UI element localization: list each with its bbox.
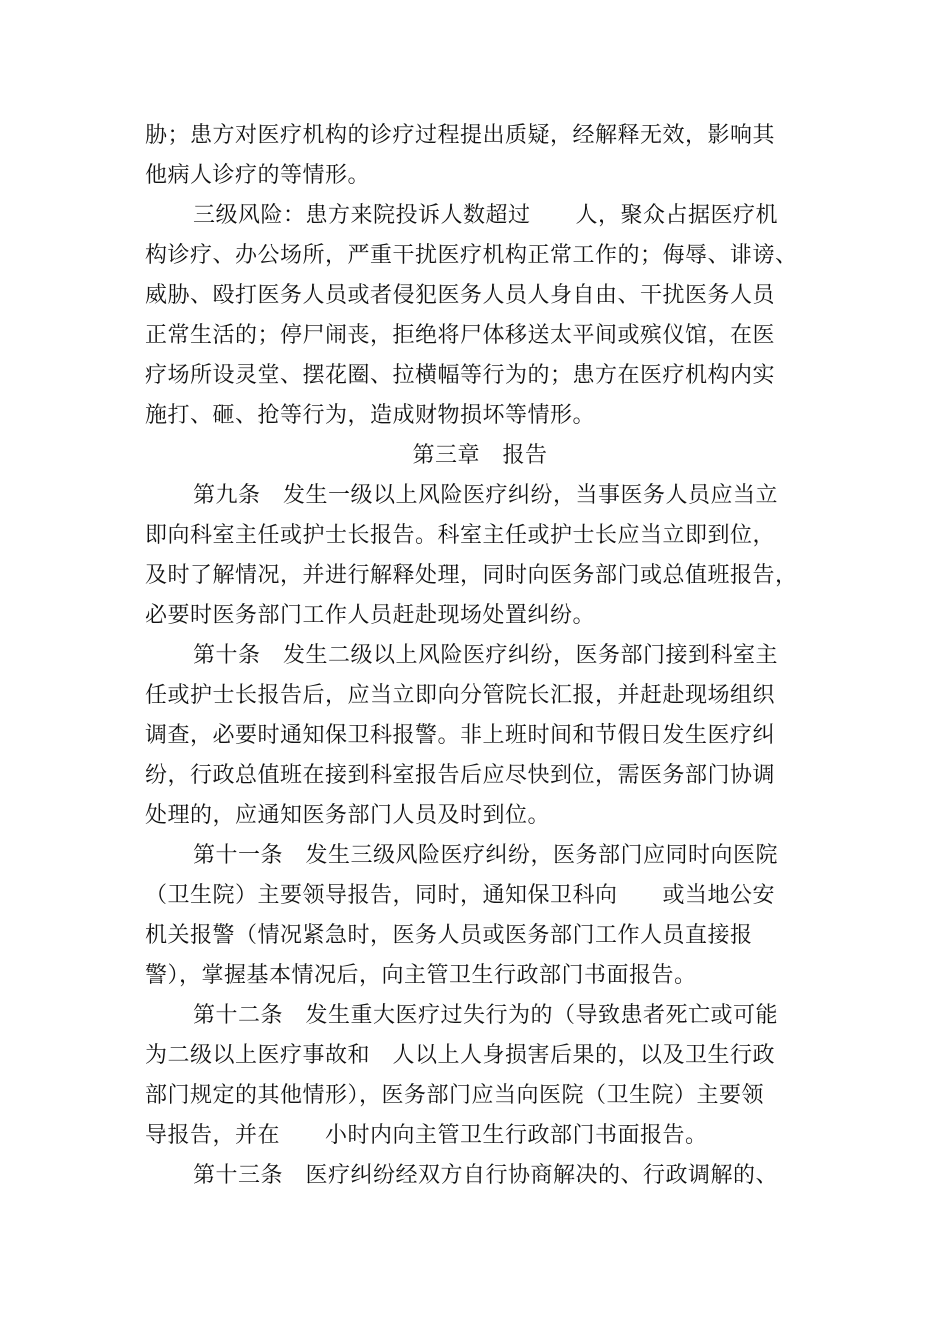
text-line: 胁；患方对医疗机构的诊疗过程提出质疑，经解释无效，影响其 <box>145 123 776 148</box>
text-line: 施打、砸、抢等行为，造成财物损坏等情形。 <box>145 403 596 428</box>
text-line: 疗场所设灵堂、摆花圈、拉横幅等行为的；患方在医疗机构内实 <box>145 363 776 388</box>
text-line: （卫生院）主要领导报告，同时，通知保卫科向 或当地公安 <box>145 883 776 908</box>
chapter-heading: 第三章 报告 <box>412 443 548 468</box>
text-line: 为二级以上医疗事故和 人以上人身损害后果的，以及卫生行政 <box>145 1043 776 1068</box>
text-line: 机关报警（情况紧急时，医务人员或医务部门工作人员直接报 <box>145 923 753 948</box>
text-line: 第十一条 发生三级风险医疗纠纷，医务部门应同时向医院 <box>193 843 779 868</box>
text-line: 警），掌握基本情况后，向主管卫生行政部门书面报告。 <box>145 963 697 988</box>
text-line: 纷，行政总值班在接到科室报告后应尽快到位，需医务部门协调 <box>145 763 776 788</box>
text-line: 处理的，应通知医务部门人员及时到位。 <box>145 803 551 828</box>
text-line: 导报告，并在 小时内向主管卫生行政部门书面报告。 <box>145 1123 708 1148</box>
text-line: 构诊疗、办公场所，严重干扰医疗机构正常工作的；侮辱、诽谤、 <box>145 243 798 268</box>
text-line: 第十条 发生二级以上风险医疗纠纷，医务部门接到科室主 <box>193 643 779 668</box>
text-line: 任或护士长报告后，应当立即向分管院长汇报，并赶赴现场组织 <box>145 683 776 708</box>
text-line: 及时了解情况，并进行解释处理，同时向医务部门或总值班报告， <box>145 563 798 588</box>
text-line: 三级风险：患方来院投诉人数超过 人，聚众占据医疗机 <box>193 203 779 228</box>
text-line: 即向科室主任或护士长报告。科室主任或护士长应当立即到位， <box>145 523 776 548</box>
text-line: 威胁、殴打医务人员或者侵犯医务人员人身自由、干扰医务人员 <box>145 283 776 308</box>
text-line: 正常生活的；停尸闹丧，拒绝将尸体移送太平间或殡仪馆，在医 <box>145 323 776 348</box>
text-line: 第九条 发生一级以上风险医疗纠纷，当事医务人员应当立 <box>193 483 779 508</box>
text-line: 调查，必要时通知保卫科报警。非上班时间和节假日发生医疗纠 <box>145 723 776 748</box>
text-line: 部门规定的其他情形），医务部门应当向医院（卫生院）主要领 <box>145 1083 765 1108</box>
text-line: 他病人诊疗的等情形。 <box>145 163 371 188</box>
text-line: 必要时医务部门工作人员赶赴现场处置纠纷。 <box>145 603 596 628</box>
text-line: 第十二条 发生重大医疗过失行为的（导致患者死亡或可能 <box>193 1003 779 1028</box>
text-line: 第十三条 医疗纠纷经双方自行协商解决的、行政调解的、 <box>193 1163 779 1188</box>
